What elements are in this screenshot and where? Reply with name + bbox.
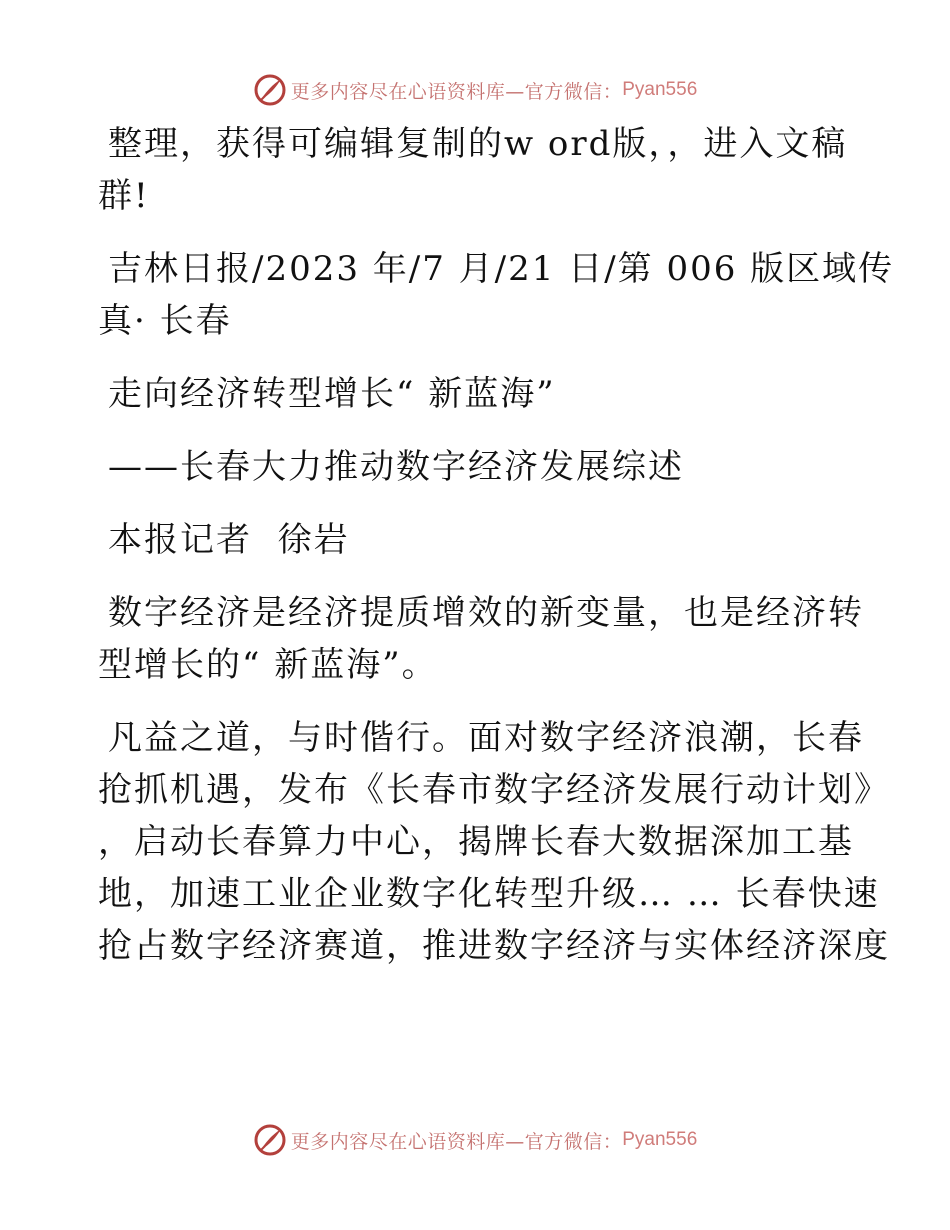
article-title — [98, 368, 858, 420]
header-watermark — [0, 70, 950, 110]
text-line: 群! — [98, 176, 150, 216]
paragraph-body — [98, 712, 890, 972]
paragraph-intro — [98, 118, 858, 222]
text-line: ——长春大力推动数字经济发展综述 — [108, 447, 684, 487]
text-line: 地，加速工业企业数字化转型升级… … 长春快速 — [98, 874, 880, 914]
watermark-text: 更多内容尽在心语资料库—官方微信： — [290, 1130, 623, 1153]
watermark-text: 更多内容尽在心语资料库—官方微信： — [290, 80, 623, 103]
article-byline — [98, 514, 858, 566]
text-line: 凡益之道，与时偕行。面对数字经济浪潮，长春 — [108, 718, 864, 758]
text-line: 抢占数字经济赛道，推进数字经济与实体经济深度 — [98, 926, 890, 966]
quill-logo-icon — [253, 73, 287, 107]
text-line: 抢抓机遇，发布《长春市数字经济发展行动计划》 — [98, 770, 890, 810]
text-line: 数字经济是经济提质增效的新变量，也是经济转 — [108, 593, 864, 633]
paragraph-source — [98, 243, 895, 347]
text-line: 本报记者 徐岩 — [108, 520, 350, 560]
paragraph-lead — [98, 587, 864, 691]
text-line: ，启动长春算力中心，揭牌长春大数据深加工基 — [98, 822, 854, 862]
footer-watermark — [0, 1120, 950, 1160]
text-line: 真· 长春 — [98, 301, 232, 341]
text-line: 整理，获得可编辑复制的w ord版，，进入文稿 — [108, 124, 848, 164]
text-line: 走向经济转型增长“ 新蓝海” — [108, 374, 556, 414]
text-line: 型增长的“ 新蓝海”。 — [98, 645, 438, 685]
quill-logo-icon — [253, 1123, 287, 1157]
text-line: 吉林日报/2023 年/7 月/21 日/第 006 版区域传 — [108, 249, 895, 289]
article-subtitle — [98, 441, 858, 493]
document-body — [98, 118, 895, 993]
watermark-wechat-id: Pyan556 — [622, 79, 698, 100]
watermark-wechat-id: Pyan556 — [622, 1129, 698, 1150]
